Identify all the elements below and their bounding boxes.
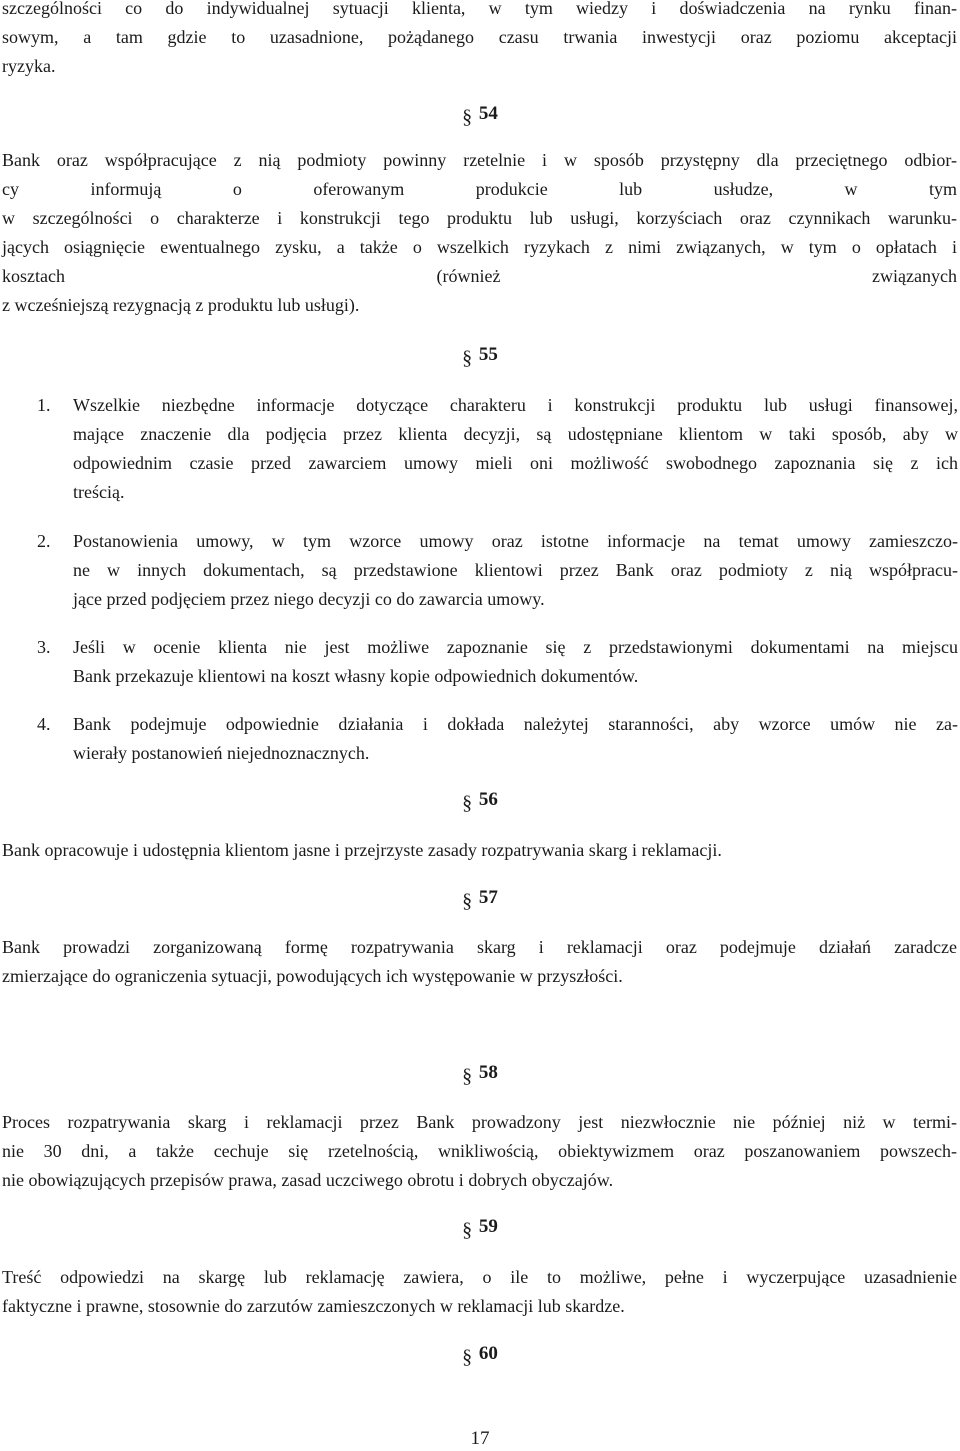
section-57-paragraph [2, 933, 957, 991]
section-number: 59 [478, 1216, 498, 1237]
text-line: sowym, a tam gdzie to uzasadnione, pożądanego czasu trwania inwestycji oraz poziomu akceptacji [2, 27, 957, 47]
section-56-paragraph [2, 836, 957, 865]
text-line: Bank podejmuje odpowiednie działania i dokłada należytej staranności, aby wzorce umów nie za- [73, 714, 958, 734]
text-line: faktyczne i prawne, stosownie do zarzutów zamieszczonych w reklamacji lub skardze. [2, 1296, 625, 1316]
item-number: 1. [37, 395, 51, 415]
text-line: Jeśli w ocenie klienta nie jest możliwe zapoznanie się z przedstawionymi dokumentami na miejscu [73, 637, 958, 657]
text-line: treścią. [73, 482, 125, 502]
section-heading-56 [0, 788, 960, 814]
text-line: szczególności co do indywidualnej sytuacji klienta, w tym wiedzy i doświadczenia na rynku finan- [2, 0, 957, 18]
text-line: Bank przekazuje klientowi na koszt własny kopie odpowiednich dokumentów. [73, 666, 639, 686]
text-line: kosztach (również związanych [2, 266, 957, 286]
text-line: Bank opracowuje i udostępnia klientom jasne i przejrzyste zasady rozpatrywania skarg i reklamacji. [2, 840, 722, 860]
text-line: Proces rozpatrywania skarg i reklamacji przez Bank prowadzony jest niezwłocznie nie później niż w termi- [2, 1112, 957, 1132]
text-line: w szczególności o charakterze i konstrukcji tego produktu lub usługi, korzyściach oraz czynnikach warunku- [2, 208, 957, 228]
section-heading-59 [0, 1215, 960, 1241]
text-line: wierały postanowień niejednoznacznych. [73, 743, 370, 763]
text-line: Postanowienia umowy, w tym wzorce umowy oraz istotne informacje na temat umowy zamieszczo- [73, 531, 958, 551]
section-sign: § [462, 792, 473, 814]
text-line: zmierzające do ograniczenia sytuacji, powodujących ich występowanie w przyszłości. [2, 966, 623, 986]
section-58-paragraph [2, 1108, 957, 1195]
text-line: Bank prowadzi zorganizowaną formę rozpatrywania skarg i reklamacji oraz podejmuje działań zaradcze [2, 937, 957, 957]
section-sign: § [462, 347, 473, 369]
section-sign: § [462, 1346, 473, 1368]
text-line: ne w innych dokumentach, są przedstawione klientowi przez Bank oraz podmioty z nią współpracu- [73, 560, 958, 580]
text-line: Bank oraz współpracujące z nią podmioty powinny rzetelnie i w sposób przystępny dla przeciętnego odbior- [2, 150, 957, 170]
text-line: cy informują o oferowanym produkcie lub usłudze, w tym [2, 179, 957, 199]
page-number: 17 [470, 1428, 490, 1449]
text-line: jące przed podjęciem przez niego decyzji co do zawarcia umowy. [73, 589, 545, 609]
section-heading-55 [0, 343, 960, 369]
section-number: 56 [478, 789, 498, 810]
section-number: 57 [478, 887, 498, 908]
section-sign: § [462, 1065, 473, 1087]
item-number: 3. [37, 637, 51, 657]
text-line: ryzyka. [2, 56, 56, 76]
text-line: odpowiednim czasie przed zawarciem umowy mieli oni możliwość swobodnego zapoznania się z ich [73, 453, 958, 473]
section-sign: § [462, 890, 473, 912]
section-54-paragraph [2, 146, 957, 320]
intro-paragraph [2, 0, 957, 81]
section-sign: § [462, 1219, 473, 1241]
section-number: 54 [478, 103, 498, 124]
text-line: nie obowiązujących przepisów prawa, zasad uczciwego obrotu i dobrych obyczajów. [2, 1170, 614, 1190]
section-number: 55 [478, 344, 498, 365]
text-line: Wszelkie niezbędne informacje dotyczące charakteru i konstrukcji produktu lub usługi finansowej, [73, 395, 958, 415]
item-number: 4. [37, 714, 51, 734]
section-heading-60 [0, 1342, 960, 1368]
text-line: z wcześniejszą rezygnacją z produktu lub usługi). [2, 295, 360, 315]
section-heading-58 [0, 1061, 960, 1087]
section-number: 58 [478, 1062, 498, 1083]
section-heading-57 [0, 886, 960, 912]
section-59-paragraph [2, 1263, 957, 1321]
section-heading-54 [0, 102, 960, 128]
text-line: Treść odpowiedzi na skargę lub reklamację zawiera, o ile to możliwe, pełne i wyczerpujące uzasadnienie [2, 1267, 957, 1287]
text-line: jących osiągnięcie ewentualnego zysku, a także o wszelkich ryzykach z nimi związanych, w tym o opłatach i [2, 237, 957, 257]
text-line: mające znaczenie dla podjęcia przez klienta decyzji, są udostępniane klientom w taki sposób, aby w [73, 424, 958, 444]
item-number: 2. [37, 531, 51, 551]
section-sign: § [462, 106, 473, 128]
section-number: 60 [478, 1343, 498, 1364]
text-line: nie 30 dni, a także cechuje się rzetelnością, wnikliwością, obiektywizmem oraz poszanowaniem powszech- [2, 1141, 957, 1161]
